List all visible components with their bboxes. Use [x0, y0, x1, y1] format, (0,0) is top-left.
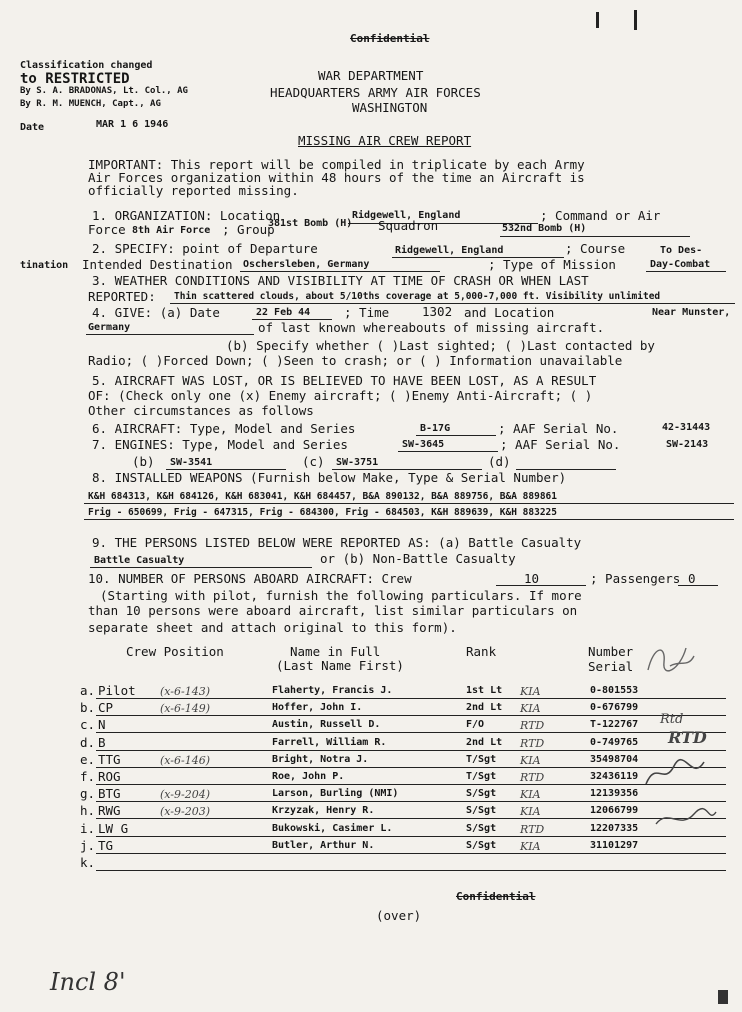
s2-course-label: ; Course: [565, 241, 626, 256]
row-rank: T/Sgt: [466, 771, 497, 782]
s4-lead: 4. GIVE: (a) Date: [92, 305, 220, 320]
row-serial: T-122767: [590, 719, 639, 730]
s10-passengers: 0: [688, 571, 696, 586]
city-title: WASHINGTON: [352, 100, 428, 115]
col-header-position: Crew Position: [126, 644, 224, 659]
s10-passengers-label: ; Passengers: [590, 571, 681, 586]
s3-reported-label: REPORTED:: [88, 289, 156, 304]
s10-para1: (Starting with pilot, furnish the following particulars. If more: [100, 588, 582, 603]
s5-line1: 5. AIRCRAFT WAS LOST, OR IS BELIEVED TO HAVE BEEN LOST, AS A RESULT: [92, 373, 597, 388]
row-position: BTG: [98, 786, 121, 801]
row-serial: 12207335: [590, 823, 639, 834]
row-position: Pilot: [98, 683, 136, 698]
row-serial: 0-801553: [590, 685, 639, 696]
row-position: TG: [98, 838, 114, 853]
classification-date: MAR 1 6 1946: [96, 119, 169, 130]
s1-squadron: 532nd Bomb (H): [502, 223, 587, 234]
row-status: RTD: [520, 823, 545, 836]
s5-line2: OF: (Check only one (x) Enemy aircraft; ( )Enemy Anti-Aircraft; ( ): [88, 388, 593, 403]
table-row: [0, 857, 742, 870]
s8-lead: 8. INSTALLED WEAPONS (Furnish below Make, Type & Serial Number): [92, 470, 567, 485]
table-row: [0, 719, 742, 732]
row-status: KIA: [520, 685, 541, 698]
s1-group-label: ; Group: [222, 222, 275, 237]
row-letter: d.: [80, 735, 96, 750]
row-letter: h.: [80, 803, 96, 818]
important-line1: IMPORTANT: This report will be compiled in triplicate by each Army: [88, 157, 585, 172]
row-status: KIA: [520, 788, 541, 801]
row-rank: 2nd Lt: [466, 702, 503, 713]
row-note: (x-9-203): [160, 805, 211, 818]
s4-c-line: Radio; ( )Forced Down; ( )Seen to crash; or ( ) Information unavailable: [88, 353, 623, 368]
row-name: Krzyzak, Henry R.: [272, 805, 375, 816]
row-name: Hoffer, John I.: [272, 702, 363, 713]
row-status: RTD: [520, 771, 545, 784]
table-row: [0, 737, 742, 750]
s2-lead: 2. SPECIFY: point of Departure: [92, 241, 318, 256]
important-line3: officially reported missing.: [88, 183, 299, 198]
s3-weather: Thin scattered clouds, about 5/10ths coverage at 5,000-7,000 ft. Visibility unlimited: [174, 291, 661, 302]
table-row: [0, 823, 742, 836]
row-rank: S/Sgt: [466, 840, 497, 851]
row-serial: 0-676799: [590, 702, 639, 713]
row-serial: 0-749765: [590, 737, 639, 748]
row-letter: c.: [80, 717, 96, 732]
s6-serial: 42-31443: [662, 422, 711, 433]
row-note: (x-6-146): [160, 754, 211, 767]
s1-group: 381st Bomb (H): [268, 218, 353, 229]
s4-location: Near Munster,: [652, 307, 731, 318]
row-serial: 12139356: [590, 788, 639, 799]
s6-model: B-17G: [420, 423, 451, 434]
s9-value: Battle Casualty: [94, 555, 185, 566]
s7-series: SW-3645: [402, 439, 445, 450]
classification-line2: to RESTRICTED: [20, 71, 130, 87]
table-row: [0, 702, 742, 715]
s4-date: 22 Feb 44: [256, 307, 311, 318]
s10-para3: separate sheet and attach original to this form).: [88, 620, 457, 635]
s9-lead: 9. THE PERSONS LISTED BELOW WERE REPORTED AS: (a) Battle Casualty: [92, 535, 582, 550]
row-name: Farrell, William R.: [272, 737, 387, 748]
margin-note-rtd-2: RTD: [668, 728, 707, 747]
s2-course-cont: tination: [20, 260, 69, 271]
edge-mark: [634, 10, 637, 30]
s1-force-label: Force: [88, 222, 126, 237]
table-row: [0, 788, 742, 801]
s2-mission-label: ; Type of Mission: [488, 257, 616, 272]
s4-time: 1302: [422, 304, 453, 319]
row-rank: S/Sgt: [466, 805, 497, 816]
col-header-name: Name in Full: [290, 644, 381, 659]
s1-command-label: ; Command or Air: [540, 208, 661, 223]
s10-para2: than 10 persons were aboard aircraft, list similar particulars on: [88, 603, 578, 618]
row-status: RTD: [520, 737, 545, 750]
row-letter: k.: [80, 855, 96, 870]
classification-line3: By S. A. BRADONAS, Lt. Col., AG: [20, 86, 188, 96]
row-status: KIA: [520, 840, 541, 853]
s7-c: SW-3751: [336, 457, 379, 468]
row-letter: a.: [80, 683, 96, 698]
row-position: TTG: [98, 752, 121, 767]
edge-mark: [596, 12, 599, 28]
classification-line4: By R. M. MUENCH, Capt., AG: [20, 99, 161, 109]
classification-line1: Classification changed: [20, 60, 153, 71]
row-serial: 32436119: [590, 771, 639, 782]
row-name: Bukowski, Casimer L.: [272, 823, 393, 834]
margin-note-rtd-1: Rtd: [660, 712, 684, 727]
s5-line3: Other circumstances as follows: [88, 403, 314, 418]
row-status: KIA: [520, 754, 541, 767]
s3-line1: 3. WEATHER CONDITIONS AND VISIBILITY AT TIME OF CRASH OR WHEN LAST: [92, 273, 589, 288]
inclosure-note: Incl 8': [50, 968, 126, 996]
important-line2: Air Forces organization within 48 hours of the time an Aircraft is: [88, 170, 585, 185]
s4-location-cont: Germany: [88, 322, 131, 333]
s2-course: To Des-: [660, 245, 703, 256]
s8-weapons-line2: Frig - 650699, Frig - 647315, Frig - 684300, Frig - 684503, K&H 889639, K&H 883225: [88, 507, 557, 518]
s7-c-label: (c): [302, 454, 325, 469]
col-header-name-sub: (Last Name First): [276, 658, 404, 673]
row-position: B: [98, 735, 106, 750]
s7-serial-label: ; AAF Serial No.: [500, 437, 621, 452]
headquarters-title: HEADQUARTERS ARMY AIR FORCES: [270, 85, 481, 100]
row-name: Flaherty, Francis J.: [272, 685, 393, 696]
row-letter: b.: [80, 700, 96, 715]
row-rank: F/O: [466, 719, 485, 730]
s7-b: SW-3541: [170, 457, 213, 468]
row-note: (x-9-204): [160, 788, 211, 801]
edge-mark: [718, 990, 728, 1004]
row-status: RTD: [520, 719, 545, 732]
col-header-serial: Serial: [588, 659, 634, 674]
signature-scribble-icon: [640, 640, 700, 680]
row-rank: 1st Lt: [466, 685, 503, 696]
row-name: Larson, Burling (NMI): [272, 788, 399, 799]
table-row: [0, 754, 742, 767]
col-header-rank: Rank: [466, 644, 497, 659]
s2-mission: Day-Combat: [650, 259, 711, 270]
s7-d-label: (d): [488, 454, 511, 469]
s4-location-label: and Location: [464, 305, 555, 320]
s1-location: Ridgewell, England: [352, 210, 461, 221]
row-rank: 2nd Lt: [466, 737, 503, 748]
row-status: KIA: [520, 702, 541, 715]
report-title: MISSING AIR CREW REPORT: [298, 133, 472, 148]
row-position: N: [98, 717, 106, 732]
table-row: [0, 840, 742, 853]
row-position: RWG: [98, 803, 121, 818]
over-label: (over): [376, 908, 422, 923]
row-status: KIA: [520, 805, 541, 818]
table-row: [0, 805, 742, 818]
row-position: LW G: [98, 821, 129, 836]
row-letter: f.: [80, 769, 96, 784]
row-note: (x-6-149): [160, 702, 211, 715]
row-position: ROG: [98, 769, 121, 784]
s2-departure: Ridgewell, England: [395, 245, 504, 256]
margin-scribble-icon: [640, 756, 710, 792]
bottom-classification-stamp: Confidential: [456, 890, 536, 903]
s1-lead: 1. ORGANIZATION: Location: [92, 208, 281, 223]
row-serial: 31101297: [590, 840, 639, 851]
department-title: WAR DEPARTMENT: [318, 68, 424, 83]
s7-b-label: (b): [132, 454, 155, 469]
s8-weapons-line1: K&H 684313, K&H 684126, K&H 683041, K&H 684457, B&A 890132, B&A 889756, B&A 889861: [88, 491, 557, 502]
s6-lead: 6. AIRCRAFT: Type, Model and Series: [92, 421, 356, 436]
row-letter: j.: [80, 838, 96, 853]
col-header-number: Number: [588, 644, 634, 659]
s10-crew: 10: [524, 571, 540, 586]
classification-date-label: Date: [20, 122, 45, 133]
row-note: (x-6-143): [160, 685, 211, 698]
table-row: [0, 771, 742, 784]
row-serial: 12066799: [590, 805, 639, 816]
s1-squadron-label: Squadron: [378, 218, 439, 233]
row-name: Bright, Notra J.: [272, 754, 369, 765]
top-classification-stamp: Confidential: [350, 32, 430, 45]
s1-force: 8th Air Force: [132, 225, 211, 236]
row-rank: T/Sgt: [466, 754, 497, 765]
margin-scribble-icon-2: [650, 804, 720, 834]
s2-destination: Oschersleben, Germany: [243, 259, 370, 270]
row-letter: g.: [80, 786, 96, 801]
s4-location-tail: of last known whereabouts of missing aircraft.: [258, 320, 605, 335]
row-rank: S/Sgt: [466, 823, 497, 834]
row-name: Roe, John P.: [272, 771, 345, 782]
row-letter: i.: [80, 821, 96, 836]
s7-lead: 7. ENGINES: Type, Model and Series: [92, 437, 348, 452]
s9-tail: or (b) Non-Battle Casualty: [320, 551, 516, 566]
s10-lead: 10. NUMBER OF PERSONS ABOARD AIRCRAFT: Crew: [88, 571, 412, 586]
s7-serial: SW-2143: [666, 439, 709, 450]
s2-destination-label: Intended Destination: [82, 257, 233, 272]
row-name: Austin, Russell D.: [272, 719, 381, 730]
row-rank: S/Sgt: [466, 788, 497, 799]
row-letter: e.: [80, 752, 96, 767]
s6-serial-label: ; AAF Serial No.: [498, 421, 619, 436]
s4-time-label: ; Time: [344, 305, 390, 320]
row-name: Butler, Arthur N.: [272, 840, 375, 851]
table-row: [0, 685, 742, 698]
row-serial: 35498704: [590, 754, 639, 765]
s4-b-line: (b) Specify whether ( )Last sighted; ( )Last contacted by: [226, 338, 655, 353]
row-position: CP: [98, 700, 114, 715]
